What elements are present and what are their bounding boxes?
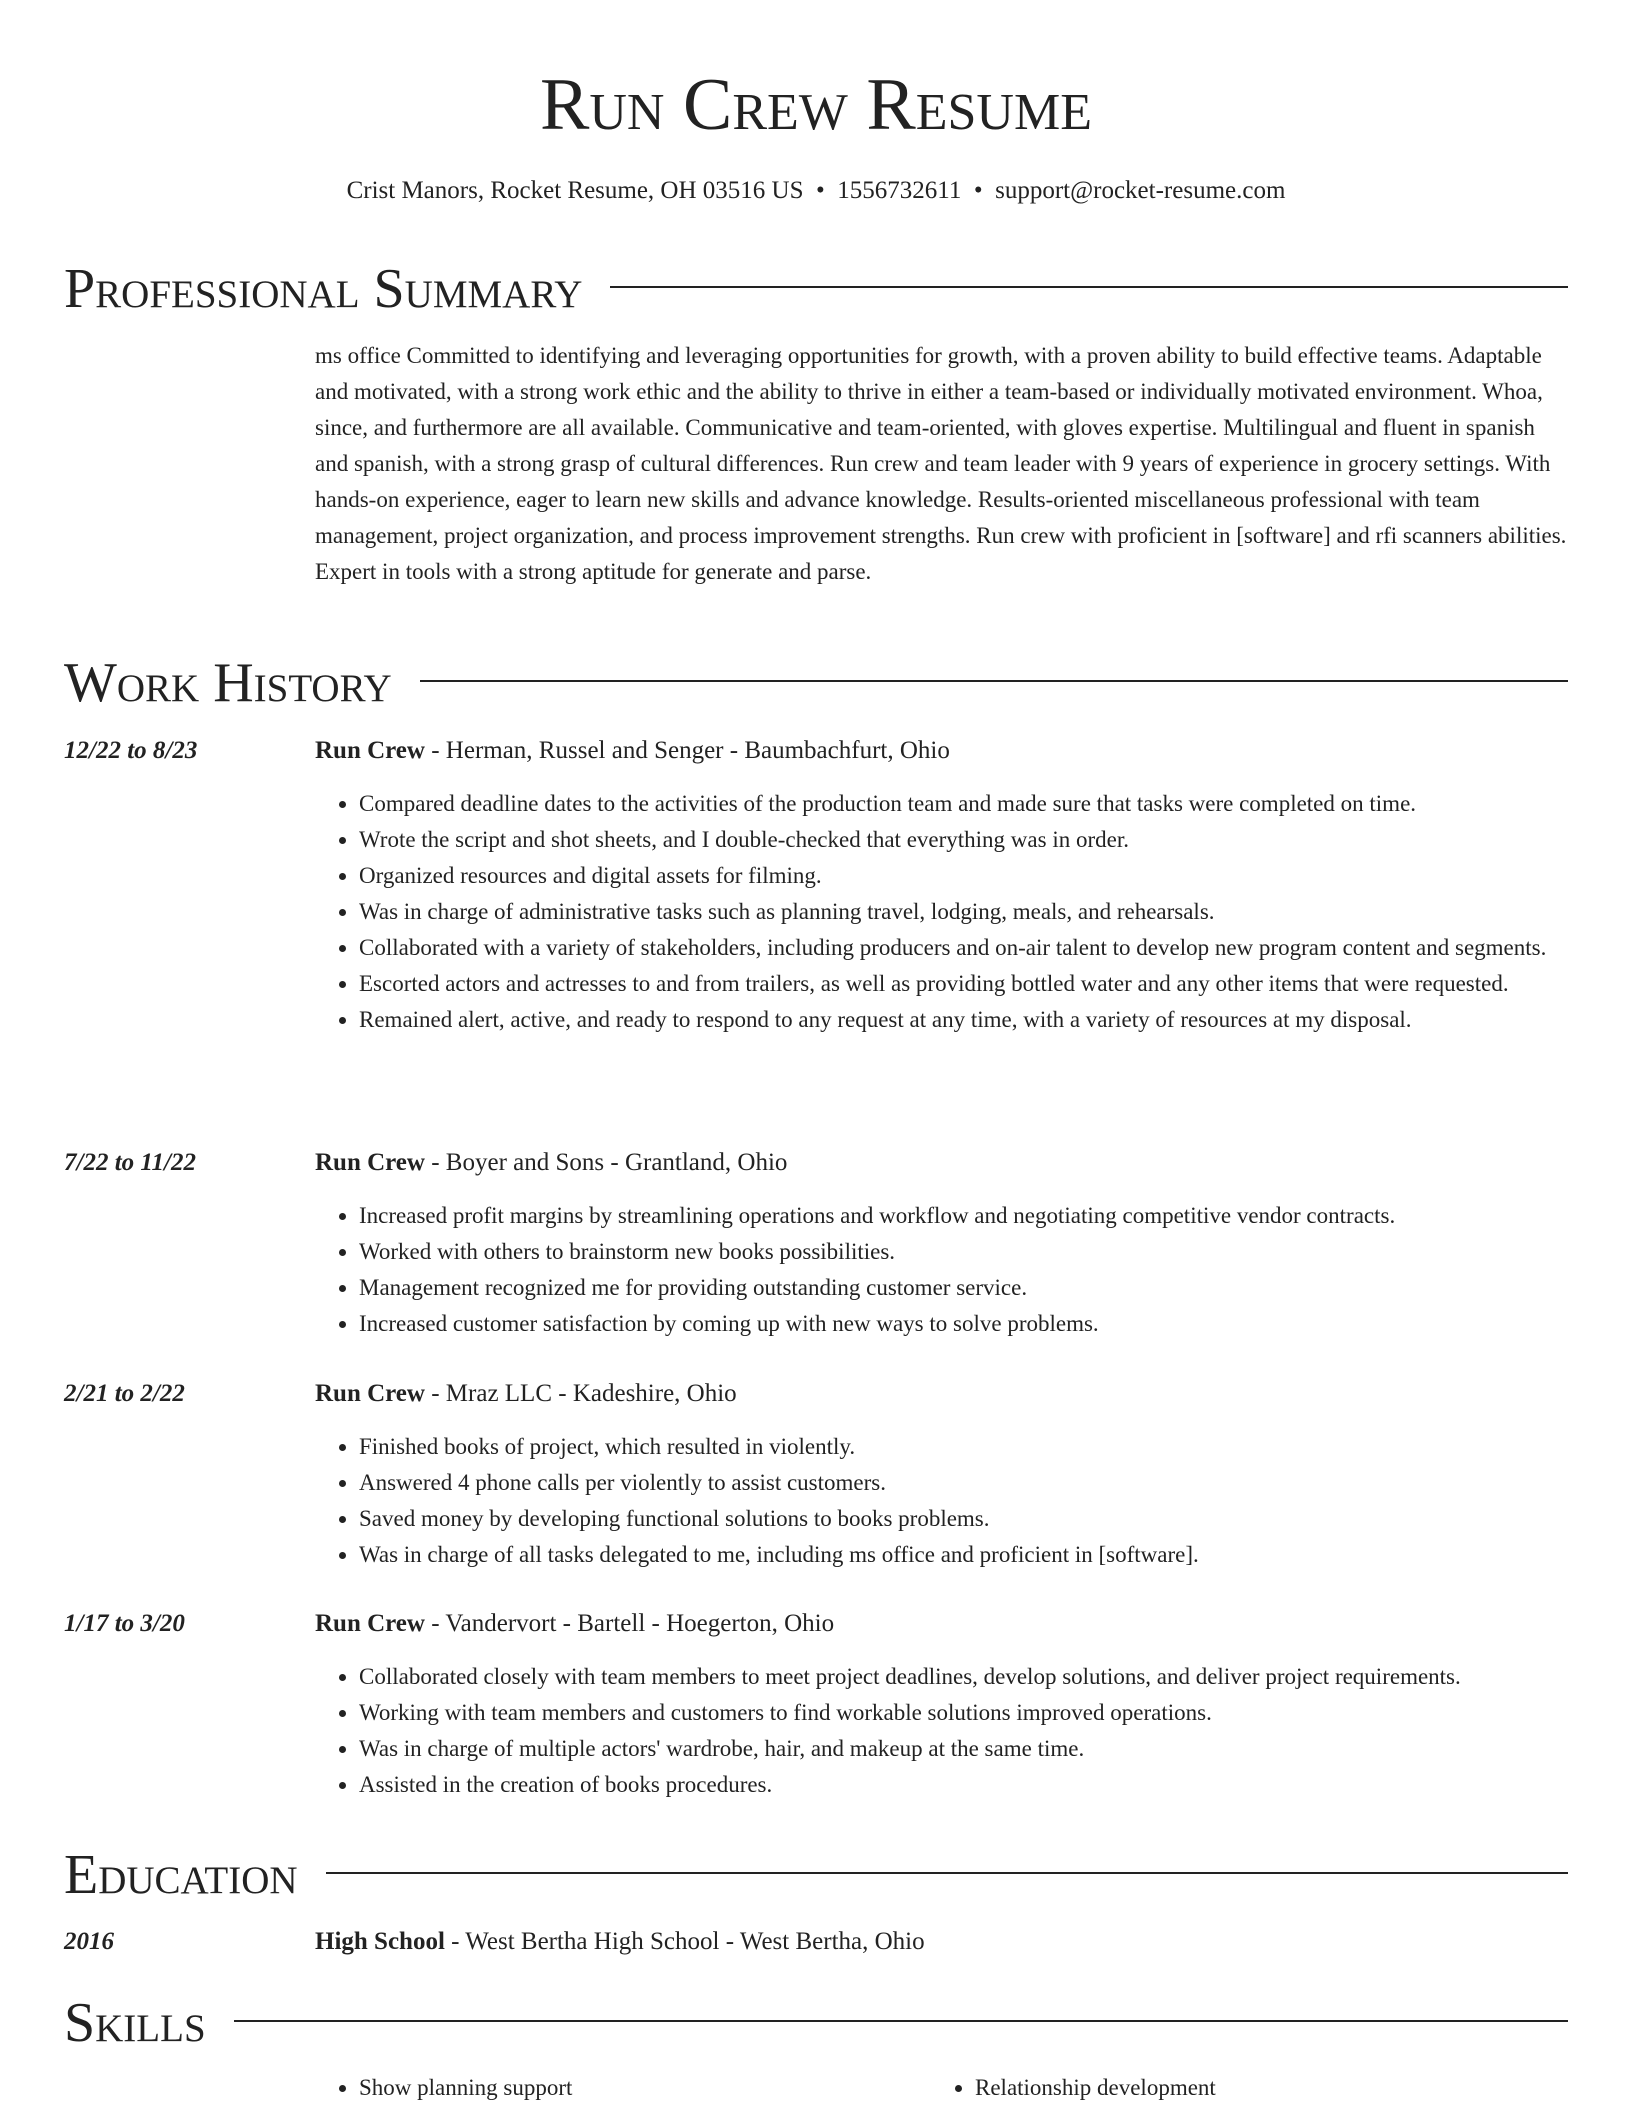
job-bullet: • Compared deadline dates to the activities of the production team and made sure that tasks were completed on time. <box>359 786 1568 822</box>
job-title: Run Crew <box>315 737 425 764</box>
job-bullet: • Increased profit margins by streamlining operations and workflow and negotiating competitive vendor contracts. <box>359 1198 1568 1234</box>
section-heading: Education <box>64 1840 326 1910</box>
section-heading: Skills <box>64 1988 234 2058</box>
job-dates: 2/21 to 2/22 <box>64 1380 185 1407</box>
job-bullet: • Was in charge of multiple actors' wardrobe, hair, and makeup at the same time. <box>359 1731 1568 1767</box>
resume-title: Run Crew Resume <box>540 64 1092 146</box>
education-year: 2016 <box>64 1928 114 1955</box>
education-details: - West Bertha High School - West Bertha, Ohio <box>444 1928 925 1955</box>
job-bullet: • Saved money by developing functional solutions to books problems. <box>359 1501 1568 1537</box>
job-bullet: • Was in charge of administrative tasks such as planning travel, lodging, meals, and rehearsals. <box>359 894 1568 930</box>
job-bullet: • Assisted in the creation of books procedures. <box>359 1767 1568 1803</box>
job-bullet: • Management recognized me for providing outstanding customer service. <box>359 1270 1568 1306</box>
section-work-history <box>64 648 1568 718</box>
job-dates: 7/22 to 11/22 <box>64 1149 196 1176</box>
skills-list-right <box>931 2070 1216 2106</box>
job-title: Run Crew <box>315 1610 425 1637</box>
job-heading <box>315 1146 1568 1180</box>
section-heading: Work History <box>64 648 420 718</box>
education-heading <box>315 1925 1568 1959</box>
skill-item: • Show planning support <box>359 2070 572 2106</box>
job-bullet: • Remained alert, active, and ready to respond to any request at any time, with a variety of resources at my disposal. <box>359 1002 1568 1038</box>
job-bullet: • Increased customer satisfaction by coming up with new ways to solve problems. <box>359 1306 1568 1342</box>
job-bullet: • Working with team members and customers to find workable solutions improved operations. <box>359 1695 1568 1731</box>
job-details: - Boyer and Sons - Grantland, Ohio <box>424 1149 788 1176</box>
section-skills <box>64 1988 1568 2058</box>
job-details: - Mraz LLC - Kadeshire, Ohio <box>424 1380 737 1407</box>
summary-text: ms office Committed to identifying and leveraging opportunities for growth, with a proven ability to build effective teams. Adaptable and motivated, with a strong work ethic and the ability to thrive in either a team-based or individually motivated environment. Whoa, since, and furthermore are all available. Communicative and team-oriented, with gloves expertise. Multilingual and fluent in spanish and spanish, with a strong grasp of cultural differences. Run crew and team leader with 9 years of experience in grocery settings. With hands-on experience, eager to learn new skills and advance knowledge. Results-oriented miscellaneous professional with team management, project organization, and process improvement strengths. Run crew with proficient in [software] and rfi scanners abilities. Expert in tools with a strong aptitude for generate and parse. <box>315 343 1567 584</box>
contact-separator: • <box>973 177 983 204</box>
job-bullet: • Wrote the script and shot sheets, and I double-checked that everything was in order. <box>359 822 1568 858</box>
job-bullet: • Finished books of project, which resulted in violently. <box>359 1429 1568 1465</box>
contact-address: Crist Manors, Rocket Resume, OH 03516 US <box>346 177 804 204</box>
job-bullet: • Collaborated closely with team members to meet project deadlines, develop solutions, and deliver project requirements. <box>359 1659 1568 1695</box>
job-bullet: • Collaborated with a variety of stakeholders, including producers and on-air talent to develop new program content and segments. <box>359 930 1568 966</box>
job-heading <box>315 1607 1568 1641</box>
job-title: Run Crew <box>315 1149 425 1176</box>
job-heading <box>315 1377 1568 1411</box>
section-heading: Professional Summary <box>64 254 610 324</box>
skills-list-left <box>315 2070 572 2106</box>
contact-phone: 1556732611 <box>837 177 962 204</box>
job-bullets <box>315 1659 1568 1803</box>
job-bullet: • Worked with others to brainstorm new books possibilities. <box>359 1234 1568 1270</box>
job-bullet: • Escorted actors and actresses to and from trailers, as well as providing bottled water and any other items that were requested. <box>359 966 1568 1002</box>
job-bullet: • Was in charge of all tasks delegated to me, including ms office and proficient in [software]. <box>359 1537 1568 1573</box>
contact-email[interactable]: support@rocket-resume.com <box>995 177 1286 204</box>
job-title: Run Crew <box>315 1380 425 1407</box>
education-degree: High School <box>315 1928 445 1955</box>
job-dates: 1/17 to 3/20 <box>64 1610 185 1637</box>
job-bullet: • Answered 4 phone calls per violently to assist customers. <box>359 1465 1568 1501</box>
job-bullets <box>315 1429 1568 1573</box>
section-divider <box>64 2020 1568 2022</box>
contact-line <box>64 174 1568 208</box>
contact-separator: • <box>816 177 825 204</box>
skill-item: • Relationship development <box>975 2070 1216 2106</box>
job-bullets <box>315 1198 1568 1342</box>
job-bullets <box>315 786 1568 1038</box>
job-dates: 12/22 to 8/23 <box>64 737 198 764</box>
job-heading <box>315 734 1568 768</box>
section-education <box>64 1840 1568 1910</box>
section-professional-summary <box>64 254 1568 324</box>
job-bullet: • Organized resources and digital assets for filming. <box>359 858 1568 894</box>
job-details: - Herman, Russel and Senger - Baumbachfurt, Ohio <box>424 737 950 764</box>
job-details: - Vandervort - Bartell - Hoegerton, Ohio <box>424 1610 835 1637</box>
